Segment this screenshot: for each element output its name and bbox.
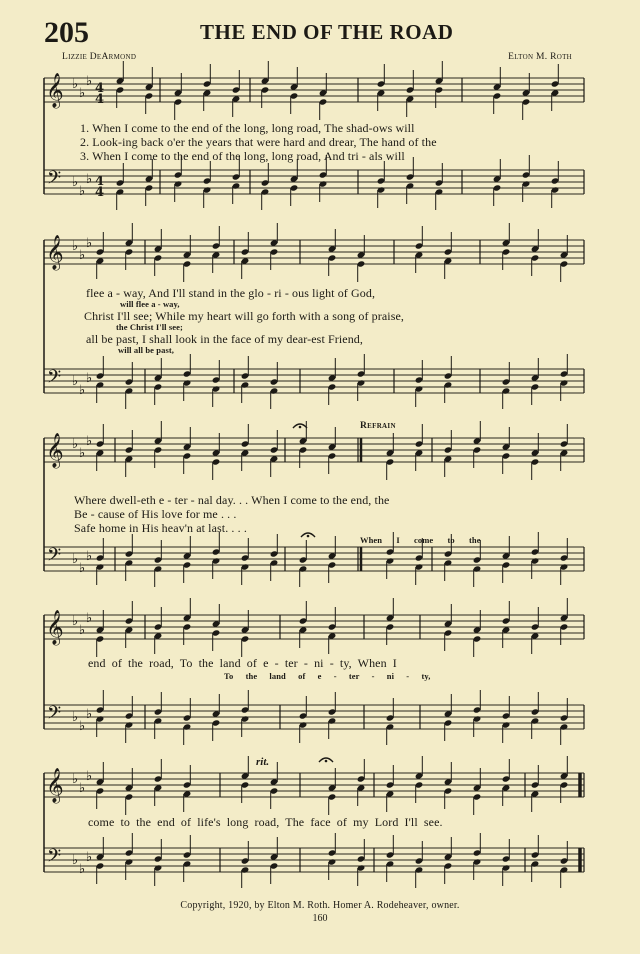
lyricist-credit: Lizzie DeArmond: [62, 52, 137, 62]
flat-icon: ♭: [72, 853, 79, 868]
copyright-notice: Copyright, 1920, by Elton M. Roth. Homer A. Rodeheaver, owner.: [180, 900, 460, 911]
lyric-s1-verse1: 1. When I come to the end of the long, long road, The shad-ows will: [80, 121, 415, 135]
lyric-s3-verse1: Where dwell-eth e - ter - nal day. . . When I come to the end, the: [74, 493, 390, 507]
lyric-s5-main: come to the end of life's long road, The face of my Lord I'll see.: [88, 815, 443, 829]
time-signature-bottom: 4: [95, 92, 105, 107]
bass-time-signature-top: 4: [95, 174, 105, 189]
refrain-marking: Refrain: [360, 421, 396, 431]
lyric-s3-verse3: Safe home in His heav'n at last. . . .: [74, 521, 247, 535]
flat-icon: ♭: [86, 850, 93, 865]
lyric-s2-verse3: all be past, I shall look in the face of my dear-est Friend,: [86, 332, 364, 346]
composer-credit: Elton M. Roth: [508, 52, 572, 62]
flat-icon: ♭: [86, 707, 93, 722]
flat-icon: ♭: [72, 175, 79, 190]
flat-icon: ♭: [72, 710, 79, 725]
bass-clef-icon: 𝄢: [47, 168, 62, 193]
treble-clef-icon: 𝄞: [46, 235, 64, 270]
flat-icon: ♭: [79, 862, 86, 877]
flat-icon: ♭: [79, 781, 86, 796]
treble-clef-icon: 𝄞: [46, 73, 64, 108]
flat-icon: ♭: [72, 239, 79, 254]
bass-clef-icon: 𝄢: [47, 367, 62, 392]
flat-icon: ♭: [86, 371, 93, 386]
lyric-s1-verse3: 3. When I come to the end of the long, long road, And tri - als will: [80, 149, 405, 163]
flat-icon: ♭: [86, 236, 93, 251]
flat-icon: ♭: [72, 552, 79, 567]
flat-icon: ♭: [79, 561, 86, 576]
flat-icon: ♭: [86, 74, 93, 89]
flat-icon: ♭: [72, 374, 79, 389]
fermata-dot: [299, 426, 302, 429]
bass-clef-icon: 𝄢: [47, 703, 62, 728]
lyric-s2-verse1: flee a - way, And I'll stand in the glo - ri - ous light of God,: [86, 286, 376, 300]
time-signature-top: 4: [95, 81, 105, 96]
lyric-s2-echo3: will all be past,: [118, 345, 175, 355]
flat-icon: ♭: [79, 383, 86, 398]
flat-icon: ♭: [86, 434, 93, 449]
flat-icon: ♭: [72, 614, 79, 629]
lyric-s2-verse2: Christ I'll see; While my heart will go forth with a song of praise,: [84, 309, 405, 323]
treble-clef-icon: 𝄞: [46, 610, 64, 645]
flat-icon: ♭: [72, 77, 79, 92]
bass-clef-icon: 𝄢: [47, 545, 62, 570]
flat-icon: ♭: [72, 772, 79, 787]
lyric-s4-main: end of the road, To the land of e - ter - ni - ty, When I: [88, 656, 397, 670]
flat-icon: ♭: [72, 437, 79, 452]
flat-icon: ♭: [79, 719, 86, 734]
fermata-dot: [325, 760, 328, 763]
flat-icon: ♭: [86, 769, 93, 784]
flat-icon: ♭: [79, 446, 86, 461]
flat-icon: ♭: [86, 172, 93, 187]
ritardando-marking: rit.: [256, 756, 270, 768]
flat-icon: ♭: [79, 248, 86, 263]
bass-time-signature-bottom: 4: [95, 185, 105, 200]
lyric-s3-verse2: Be - cause of His love for me . . .: [74, 507, 237, 521]
hymn-title: THE END OF THE ROAD: [200, 20, 454, 44]
page-number: 160: [312, 913, 328, 924]
lyric-s1-verse2: 2. Look-ing back o'er the years that were hard and drear, The hand of the: [80, 135, 437, 149]
bass-clef-icon: 𝄢: [47, 846, 62, 871]
lyric-s2-echo1: will flee a - way,: [120, 299, 180, 309]
lyric-s3-echo: When I come to the: [360, 535, 481, 545]
lyric-s4-echo: To the land of e - ter - ni - ty,: [224, 671, 431, 681]
flat-icon: ♭: [79, 86, 86, 101]
lyric-s2-echo2: the Christ I'll see;: [116, 322, 183, 332]
treble-clef-icon: 𝄞: [46, 768, 64, 803]
treble-clef-icon: 𝄞: [46, 433, 64, 468]
flat-icon: ♭: [86, 611, 93, 626]
flat-icon: ♭: [86, 549, 93, 564]
hymn-number: 205: [44, 16, 89, 49]
fermata-dot: [307, 535, 310, 538]
flat-icon: ♭: [79, 184, 86, 199]
flat-icon: ♭: [79, 623, 86, 638]
